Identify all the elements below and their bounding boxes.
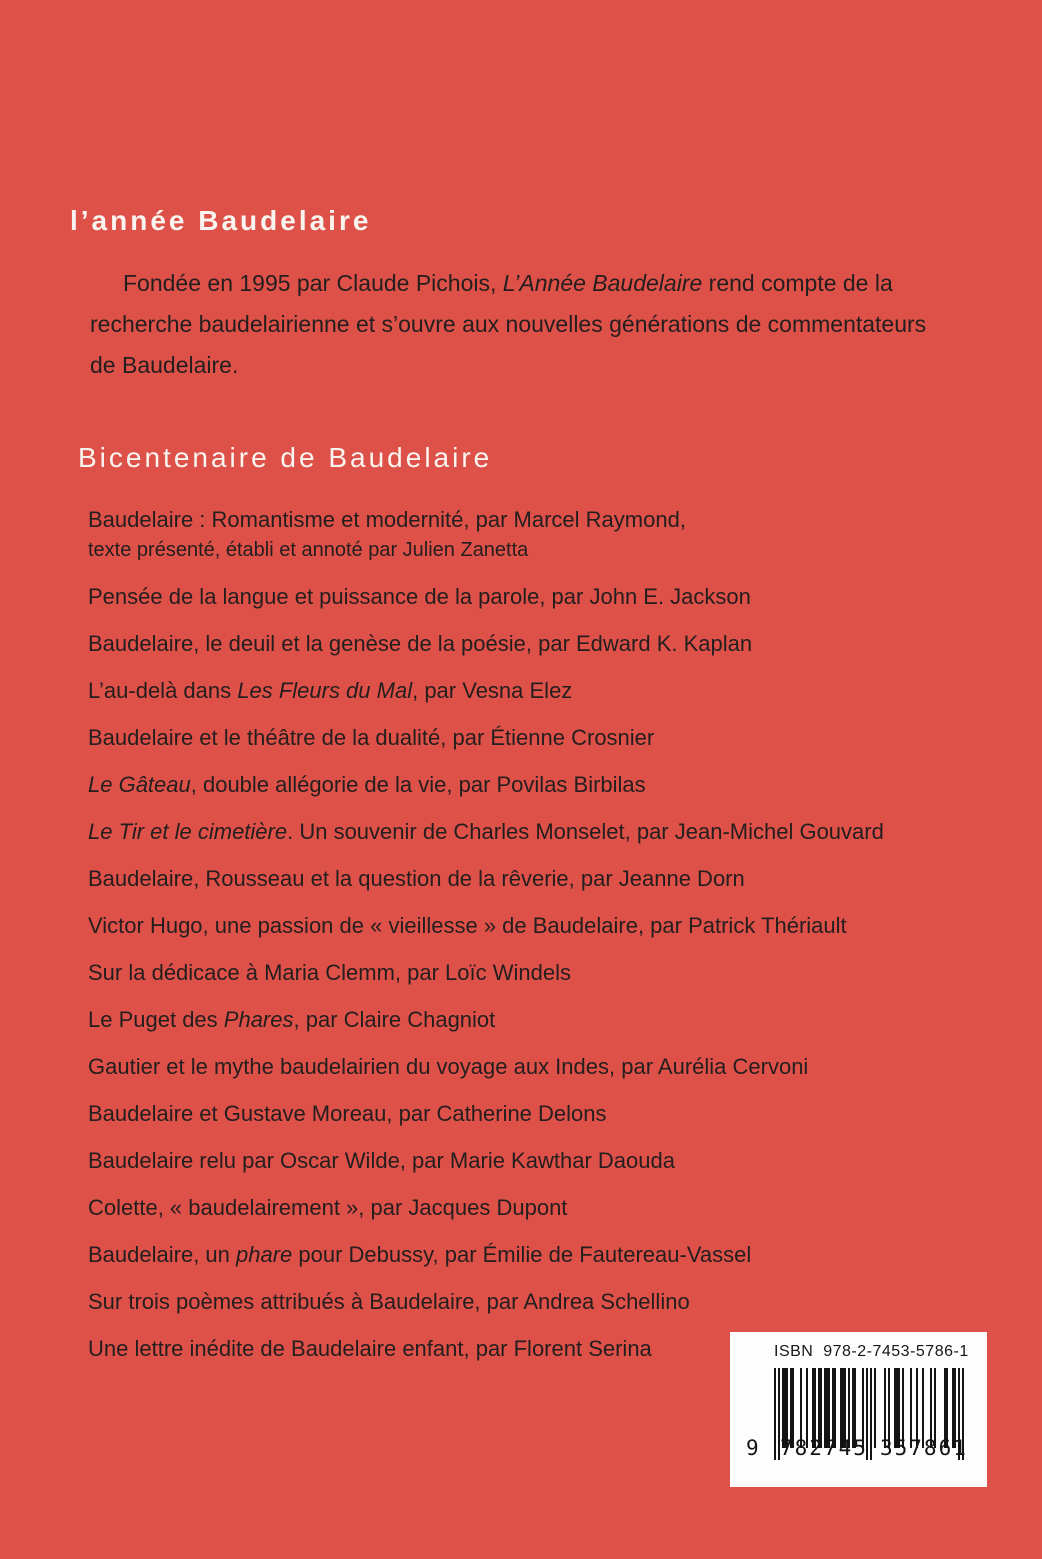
text-segment: Baudelaire, Rousseau et la question de la rêverie, par Jeanne Dorn <box>88 866 745 891</box>
text-segment: Baudelaire relu par Oscar Wilde, par Marie Kawthar Daouda <box>88 1148 675 1173</box>
list-item <box>88 581 1018 612</box>
text-segment: Sur trois poèmes attribués à Baudelaire, par Andrea Schellino <box>88 1289 690 1314</box>
list-item <box>88 1145 1018 1176</box>
text-segment: Sur la dédicace à Maria Clemm, par Loïc Windels <box>88 960 571 985</box>
page-title: l’année Baudelaire <box>70 205 372 236</box>
text-segment: Fondée en 1995 par Claude Pichois, <box>123 270 503 296</box>
text-segment: Pensée de la langue et puissance de la parole, par John E. Jackson <box>88 584 751 609</box>
text-segment: , par Claire Chagniot <box>293 1007 496 1032</box>
text-segment: Une lettre inédite de Baudelaire enfant, par Florent Serina <box>88 1336 652 1361</box>
list-item <box>88 1192 1018 1223</box>
list-item <box>88 628 1018 659</box>
list-item <box>88 863 1018 894</box>
barcode <box>730 1332 987 1487</box>
list-item <box>88 1239 1018 1270</box>
text-segment: rend compte de la <box>702 270 893 296</box>
list-item <box>88 1004 1018 1035</box>
barcode-digit-lead: 9 <box>746 1436 759 1460</box>
text-segment: Victor Hugo, une passion de « vieillesse » de Baudelaire, par Patrick Thériault <box>88 913 847 938</box>
text-segment: , par Vesna Elez <box>412 678 573 703</box>
text-segment: pour Debussy, par Émilie de Fautereau-Vassel <box>292 1242 752 1267</box>
list-item <box>88 1098 1018 1129</box>
text-segment: Baudelaire et le théâtre de la dualité, par Étienne Crosnier <box>88 725 655 750</box>
list-item <box>88 769 1018 800</box>
list-item <box>88 675 1018 706</box>
text-segment: Colette, « baudelairement », par Jacques Dupont <box>88 1195 568 1220</box>
text-segment: L’au-delà dans <box>88 678 238 703</box>
italic-text: Les Fleurs du Mal <box>237 678 413 703</box>
intro-line <box>90 345 926 386</box>
text-segment: . Un souvenir de Charles Monselet, par Jean-Michel Gouvard <box>287 819 884 844</box>
barcode-digits <box>730 1436 987 1462</box>
text-segment: Baudelaire : Romantisme et modernité, par Marcel Raymond, <box>88 507 686 532</box>
isbn-label: ISBN 978-2-7453-5786-1 <box>774 1343 969 1360</box>
italic-text: Le Gâteau <box>88 772 191 797</box>
articles-list <box>88 504 1018 1380</box>
list-item <box>88 910 1018 941</box>
text-segment: Baudelaire, un <box>88 1242 236 1267</box>
list-item <box>88 816 1018 847</box>
list-item <box>88 1286 1018 1317</box>
text-segment: , double allégorie de la vie, par Povilas Birbilas <box>190 772 646 797</box>
text-segment: recherche baudelairienne et s’ouvre aux nouvelles générations de commentateurs <box>90 311 927 337</box>
intro-paragraph <box>90 263 926 386</box>
barcode-digit-group1: 782745 <box>780 1436 868 1460</box>
text-segment: Baudelaire, le deuil et la genèse de la poésie, par Edward K. Kaplan <box>88 631 753 656</box>
intro-line <box>90 263 926 304</box>
barcode-digit-group2: 357861 <box>880 1436 968 1460</box>
list-item <box>88 722 1018 753</box>
intro-line <box>90 304 926 345</box>
text-segment: Baudelaire et Gustave Moreau, par Catherine Delons <box>88 1101 607 1126</box>
italic-text: Phares <box>223 1007 294 1032</box>
italic-text: Le Tir et le cimetière <box>88 819 288 844</box>
list-item-subline: texte présenté, établi et annoté par Julien Zanetta <box>88 539 529 561</box>
text-segment: Le Puget des <box>88 1007 224 1032</box>
italic-text: L’Année Baudelaire <box>502 270 703 296</box>
section-title: Bicentenaire de Baudelaire <box>78 442 493 473</box>
list-item <box>88 1051 1018 1082</box>
list-item <box>88 957 1018 988</box>
list-item <box>88 504 1018 565</box>
italic-text: phare <box>236 1242 293 1267</box>
text-segment: Gautier et le mythe baudelairien du voyage aux Indes, par Aurélia Cervoni <box>88 1054 809 1079</box>
text-segment: de Baudelaire. <box>90 352 239 378</box>
